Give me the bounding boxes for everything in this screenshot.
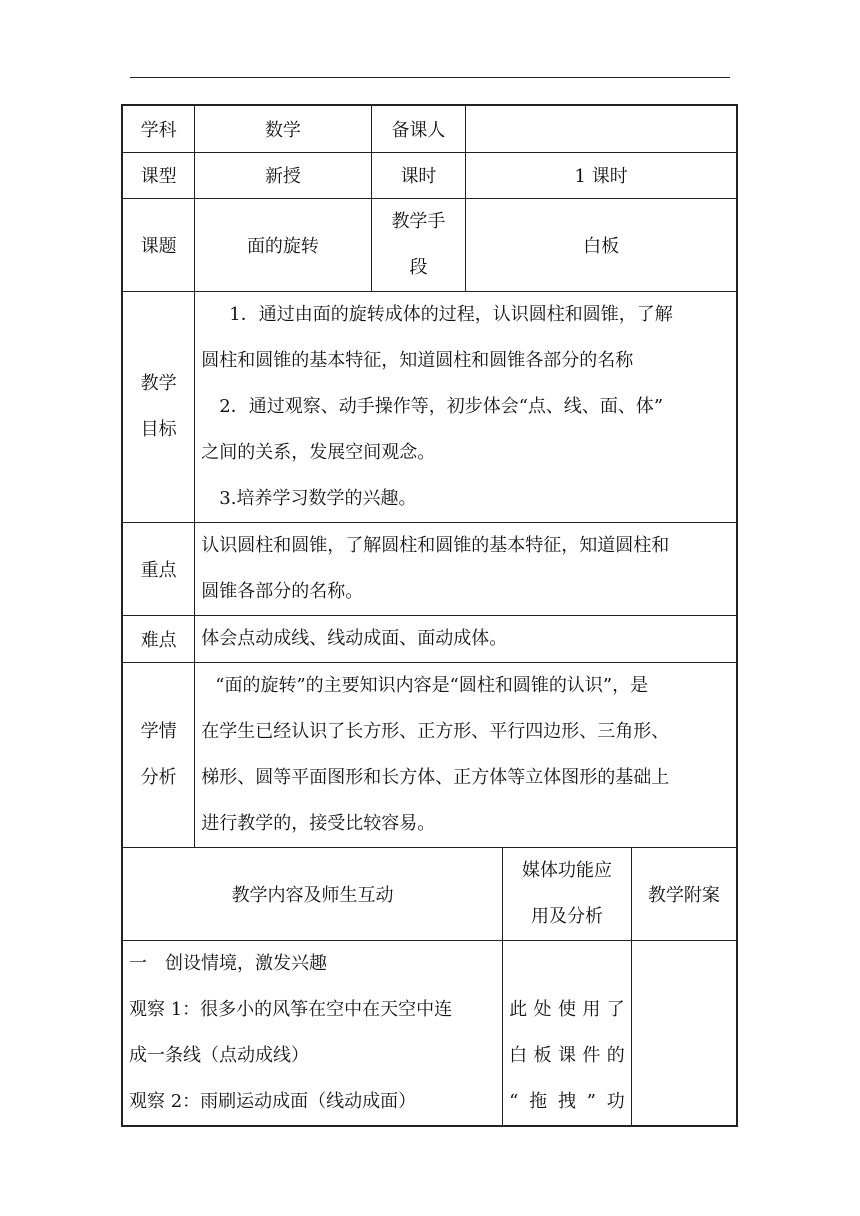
content-line-1: 一 创设情境，激发兴趣 [129,952,327,974]
topic-value: 面的旋转 [195,198,371,291]
header-rule [130,77,730,78]
key-points-label: 重点 [122,522,195,615]
appendix-header-label: 教学附案 [631,847,737,940]
key-points-line-1: 认识圆柱和圆锥，了解圆柱和圆锥的基本特征，知道圆柱和 [201,534,670,556]
key-points-text [195,522,737,615]
analysis-label-line-1: 学情 [140,720,177,742]
means-label-line-1: 教学手 [391,210,446,232]
means-value: 白板 [466,198,737,291]
content-header-label: 教学内容及师生互动 [122,847,503,940]
row-difficulties [122,615,737,662]
analysis-text [195,662,737,847]
row-topic [122,198,737,291]
objectives-label-line-2: 目标 [140,418,177,440]
content-line-3: 成一条线（点动成线） [129,1044,309,1066]
subject-value: 数学 [195,105,371,152]
media-line-3: “拖拽”功 [509,1090,625,1112]
row-content-header [122,847,737,940]
difficulties-label: 难点 [122,615,195,662]
objective-line-3: 2．通过观察、动手操作等，初步体会“点、线、面、体” [219,395,664,417]
content-line-2: 观察 1：很多小的风筝在空中在天空中连 [129,998,453,1020]
row-objectives [122,291,737,522]
analysis-line-3: 梯形、圆等平面图形和长方体、正方体等立体图形的基础上 [201,766,670,788]
preparer-label: 备课人 [371,105,466,152]
media-line-1: 此处使用了 [509,998,625,1020]
objectives-label [122,291,195,522]
analysis-line-2: 在学生已经认识了长方形、正方形、平行四边形、三角形、 [201,720,670,742]
type-label: 课型 [122,152,195,198]
analysis-label-line-2: 分析 [140,766,177,788]
topic-label: 课题 [122,198,195,291]
key-points-line-2: 圆锥各部分的名称。 [201,580,364,602]
hours-value: 1 课时 [466,152,737,198]
media-body-text [503,940,632,1126]
difficulties-text: 体会点动成线、线动成面、面动成体。 [195,615,737,662]
objective-line-1: 1．通过由面的旋转成体的过程，认识圆柱和圆锥，了解 [229,303,673,325]
hours-label: 课时 [371,152,466,198]
media-line-2: 白板课件的 [509,1044,625,1066]
objectives-text [195,291,737,522]
media-header-label [503,847,632,940]
analysis-label [122,662,195,847]
analysis-line-1: “面的旋转”的主要知识内容是“圆柱和圆锥的认识”，是 [215,674,649,696]
objective-line-4: 之间的关系，发展空间观念。 [201,441,436,463]
preparer-value [466,105,737,152]
row-content-body [122,940,737,1126]
means-label-line-2: 段 [409,256,428,278]
objective-line-2: 圆柱和圆锥的基本特征，知道圆柱和圆锥各部分的名称 [201,349,634,371]
type-value: 新授 [195,152,371,198]
media-header-line-1: 媒体功能应 [521,859,612,881]
content-line-4: 观察 2：雨刷运动成面（线动成面） [129,1090,417,1112]
subject-label: 学科 [122,105,195,152]
row-analysis [122,662,737,847]
means-label [371,198,466,291]
row-type [122,152,737,198]
media-header-line-2: 用及分析 [530,905,603,927]
appendix-body [631,940,737,1126]
row-key-points [122,522,737,615]
objective-line-5: 3.培养学习数学的兴趣。 [219,487,417,509]
lesson-plan-table [121,104,738,1127]
objectives-label-line-1: 教学 [140,372,177,394]
analysis-line-4: 进行教学的，接受比较容易。 [201,812,436,834]
row-subject [122,105,737,152]
content-body-text [122,940,503,1126]
